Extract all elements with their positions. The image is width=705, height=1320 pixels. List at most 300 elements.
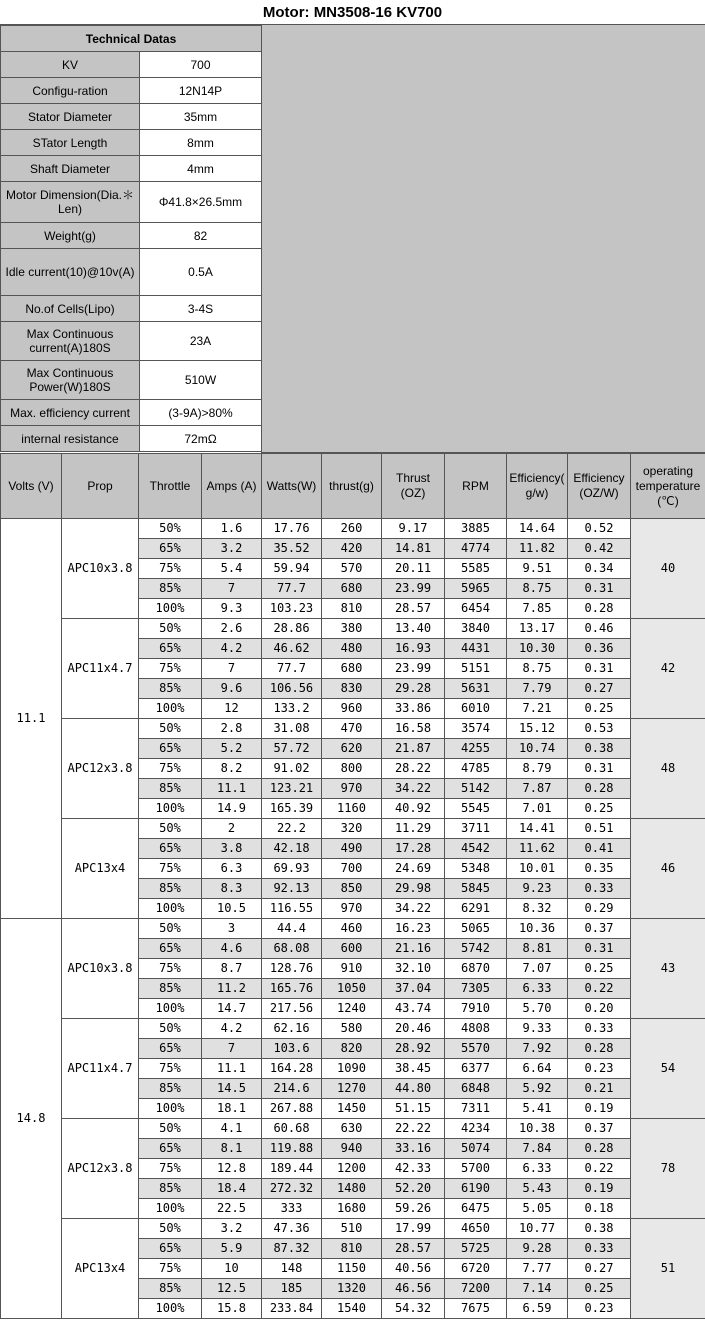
amps-cell: 14.9: [202, 799, 262, 819]
rpm-cell: 5151: [445, 659, 507, 679]
volts-cell: 14.8: [1, 919, 62, 1319]
throttle-cell: 50%: [139, 1219, 202, 1239]
temperature-cell: 78: [631, 1119, 705, 1219]
column-header-throttle: Throttle: [139, 454, 202, 519]
spec-value: Φ41.8×26.5mm: [140, 182, 262, 223]
thrust-g-cell: 1090: [322, 1059, 382, 1079]
throttle-cell: 85%: [139, 779, 202, 799]
amps-cell: 4.2: [202, 639, 262, 659]
rpm-cell: 5348: [445, 859, 507, 879]
temperature-cell: 48: [631, 719, 705, 819]
watts-cell: 103.23: [262, 599, 322, 619]
watts-cell: 46.62: [262, 639, 322, 659]
column-header-prop: Prop: [62, 454, 139, 519]
watts-cell: 47.36: [262, 1219, 322, 1239]
amps-cell: 3.2: [202, 539, 262, 559]
efficiency-gw-cell: 7.87: [507, 779, 568, 799]
throttle-cell: 100%: [139, 1299, 202, 1319]
rpm-cell: 3840: [445, 619, 507, 639]
efficiency-gw-cell: 9.23: [507, 879, 568, 899]
efficiency-gw-cell: 7.77: [507, 1259, 568, 1279]
throttle-cell: 75%: [139, 659, 202, 679]
thrust-g-cell: 700: [322, 859, 382, 879]
efficiency-gw-cell: 9.33: [507, 1019, 568, 1039]
efficiency-ozw-cell: 0.31: [568, 759, 631, 779]
column-header-watts: Watts(W): [262, 454, 322, 519]
efficiency-ozw-cell: 0.38: [568, 1219, 631, 1239]
efficiency-gw-cell: 10.01: [507, 859, 568, 879]
thrust-g-cell: 1540: [322, 1299, 382, 1319]
watts-cell: 62.16: [262, 1019, 322, 1039]
throttle-cell: 100%: [139, 1199, 202, 1219]
thrust-g-cell: 380: [322, 619, 382, 639]
amps-cell: 12.8: [202, 1159, 262, 1179]
thrust-oz-cell: 51.15: [382, 1099, 445, 1119]
efficiency-gw-cell: 9.28: [507, 1239, 568, 1259]
spec-label: Configu-ration: [1, 78, 140, 104]
spec-label: internal resistance: [1, 426, 140, 452]
efficiency-ozw-cell: 0.25: [568, 799, 631, 819]
efficiency-ozw-cell: 0.23: [568, 1299, 631, 1319]
throttle-cell: 65%: [139, 639, 202, 659]
efficiency-ozw-cell: 0.19: [568, 1179, 631, 1199]
thrust-g-cell: 810: [322, 599, 382, 619]
throttle-cell: 100%: [139, 799, 202, 819]
rpm-cell: 5965: [445, 579, 507, 599]
efficiency-ozw-cell: 0.33: [568, 879, 631, 899]
thrust-oz-cell: 16.23: [382, 919, 445, 939]
amps-cell: 5.9: [202, 1239, 262, 1259]
thrust-g-cell: 600: [322, 939, 382, 959]
watts-cell: 164.28: [262, 1059, 322, 1079]
amps-cell: 8.7: [202, 959, 262, 979]
thrust-g-cell: 1270: [322, 1079, 382, 1099]
thrust-g-cell: 510: [322, 1219, 382, 1239]
thrust-g-cell: 570: [322, 559, 382, 579]
amps-cell: 7: [202, 579, 262, 599]
rpm-cell: 5065: [445, 919, 507, 939]
amps-cell: 7: [202, 659, 262, 679]
efficiency-gw-cell: 10.38: [507, 1119, 568, 1139]
spec-value: 23A: [140, 322, 262, 361]
rpm-cell: 5725: [445, 1239, 507, 1259]
watts-cell: 133.2: [262, 699, 322, 719]
thrust-oz-cell: 20.46: [382, 1019, 445, 1039]
efficiency-ozw-cell: 0.31: [568, 579, 631, 599]
rpm-cell: 7311: [445, 1099, 507, 1119]
thrust-oz-cell: 40.56: [382, 1259, 445, 1279]
efficiency-ozw-cell: 0.28: [568, 1139, 631, 1159]
watts-cell: 103.6: [262, 1039, 322, 1059]
spec-value: 0.5A: [140, 249, 262, 296]
efficiency-gw-cell: 10.36: [507, 919, 568, 939]
rpm-cell: 4774: [445, 539, 507, 559]
spec-label: Stator Diameter: [1, 104, 140, 130]
efficiency-gw-cell: 14.41: [507, 819, 568, 839]
efficiency-gw-cell: 5.41: [507, 1099, 568, 1119]
spec-label: Max Continuous current(A)180S: [1, 322, 140, 361]
table-row: [1, 1019, 705, 1039]
table-row: [1, 719, 705, 739]
watts-cell: 116.55: [262, 899, 322, 919]
prop-cell: APC13x4: [62, 1219, 139, 1319]
volts-cell: 11.1: [1, 519, 62, 919]
thrust-g-cell: 320: [322, 819, 382, 839]
thrust-oz-cell: 34.22: [382, 779, 445, 799]
thrust-g-cell: 680: [322, 579, 382, 599]
watts-cell: 106.56: [262, 679, 322, 699]
efficiency-gw-cell: 6.33: [507, 979, 568, 999]
rpm-cell: 7910: [445, 999, 507, 1019]
prop-cell: APC10x3.8: [62, 919, 139, 1019]
efficiency-gw-cell: 11.82: [507, 539, 568, 559]
throttle-cell: 50%: [139, 719, 202, 739]
watts-cell: 119.88: [262, 1139, 322, 1159]
blank-panel: [261, 25, 705, 453]
throttle-cell: 65%: [139, 1239, 202, 1259]
thrust-g-cell: 1160: [322, 799, 382, 819]
spec-label: KV: [1, 52, 140, 78]
column-header-amps: Amps (A): [202, 454, 262, 519]
rpm-cell: 4785: [445, 759, 507, 779]
thrust-g-cell: 910: [322, 959, 382, 979]
thrust-oz-cell: 52.20: [382, 1179, 445, 1199]
throttle-cell: 65%: [139, 839, 202, 859]
thrust-oz-cell: 28.92: [382, 1039, 445, 1059]
thrust-g-cell: 620: [322, 739, 382, 759]
efficiency-gw-cell: 7.79: [507, 679, 568, 699]
efficiency-gw-cell: 5.05: [507, 1199, 568, 1219]
thrust-g-cell: 1320: [322, 1279, 382, 1299]
thrust-g-cell: 260: [322, 519, 382, 539]
efficiency-ozw-cell: 0.21: [568, 1079, 631, 1099]
efficiency-ozw-cell: 0.27: [568, 1259, 631, 1279]
watts-cell: 28.86: [262, 619, 322, 639]
efficiency-ozw-cell: 0.22: [568, 979, 631, 999]
amps-cell: 15.8: [202, 1299, 262, 1319]
table-row: [1, 1119, 705, 1139]
thrust-oz-cell: 23.99: [382, 579, 445, 599]
column-header-thrust-oz: Thrust (OZ): [382, 454, 445, 519]
rpm-cell: 6870: [445, 959, 507, 979]
efficiency-ozw-cell: 0.33: [568, 1239, 631, 1259]
efficiency-gw-cell: 7.84: [507, 1139, 568, 1159]
efficiency-ozw-cell: 0.37: [568, 919, 631, 939]
thrust-oz-cell: 46.56: [382, 1279, 445, 1299]
thrust-oz-cell: 40.92: [382, 799, 445, 819]
throttle-cell: 85%: [139, 679, 202, 699]
watts-cell: 165.76: [262, 979, 322, 999]
rpm-cell: 6475: [445, 1199, 507, 1219]
watts-cell: 185: [262, 1279, 322, 1299]
watts-cell: 128.76: [262, 959, 322, 979]
thrust-g-cell: 580: [322, 1019, 382, 1039]
rpm-cell: 3885: [445, 519, 507, 539]
thrust-oz-cell: 37.04: [382, 979, 445, 999]
rpm-cell: 6377: [445, 1059, 507, 1079]
spec-label: Max Continuous Power(W)180S: [1, 361, 140, 400]
watts-cell: 217.56: [262, 999, 322, 1019]
throttle-cell: 85%: [139, 1079, 202, 1099]
throttle-cell: 50%: [139, 919, 202, 939]
watts-cell: 87.32: [262, 1239, 322, 1259]
throttle-cell: 65%: [139, 539, 202, 559]
thrust-g-cell: 680: [322, 659, 382, 679]
thrust-g-cell: 940: [322, 1139, 382, 1159]
thrust-oz-cell: 14.81: [382, 539, 445, 559]
rpm-cell: 5631: [445, 679, 507, 699]
page-title: Motor: MN3508-16 KV700: [0, 0, 705, 25]
thrust-oz-cell: 28.57: [382, 1239, 445, 1259]
efficiency-gw-cell: 13.17: [507, 619, 568, 639]
spec-value: 3-4S: [140, 296, 262, 322]
prop-cell: APC12x3.8: [62, 1119, 139, 1219]
amps-cell: 4.2: [202, 1019, 262, 1039]
rpm-cell: 5742: [445, 939, 507, 959]
column-header-efficiency-ozw: Efficiency (OZ/W): [568, 454, 631, 519]
temperature-cell: 54: [631, 1019, 705, 1119]
prop-cell: APC13x4: [62, 819, 139, 919]
spec-value: 82: [140, 223, 262, 249]
efficiency-gw-cell: 8.32: [507, 899, 568, 919]
thrust-g-cell: 1200: [322, 1159, 382, 1179]
rpm-cell: 4255: [445, 739, 507, 759]
amps-cell: 2.8: [202, 719, 262, 739]
rpm-cell: 5570: [445, 1039, 507, 1059]
throttle-cell: 100%: [139, 699, 202, 719]
rpm-cell: 5074: [445, 1139, 507, 1159]
rpm-cell: 6291: [445, 899, 507, 919]
thrust-oz-cell: 22.22: [382, 1119, 445, 1139]
efficiency-ozw-cell: 0.36: [568, 639, 631, 659]
technical-data-table: [0, 25, 262, 452]
thrust-oz-cell: 33.16: [382, 1139, 445, 1159]
technical-data-header: Technical Datas: [1, 26, 262, 52]
watts-cell: 123.21: [262, 779, 322, 799]
throttle-cell: 75%: [139, 1259, 202, 1279]
throttle-cell: 85%: [139, 1179, 202, 1199]
rpm-cell: 5845: [445, 879, 507, 899]
efficiency-ozw-cell: 0.42: [568, 539, 631, 559]
efficiency-ozw-cell: 0.25: [568, 699, 631, 719]
throttle-cell: 75%: [139, 759, 202, 779]
rpm-cell: 6010: [445, 699, 507, 719]
amps-cell: 10.5: [202, 899, 262, 919]
efficiency-gw-cell: 10.77: [507, 1219, 568, 1239]
thrust-oz-cell: 54.32: [382, 1299, 445, 1319]
throttle-cell: 50%: [139, 819, 202, 839]
watts-cell: 42.18: [262, 839, 322, 859]
spec-label: Weight(g): [1, 223, 140, 249]
efficiency-ozw-cell: 0.23: [568, 1059, 631, 1079]
performance-table: [0, 453, 705, 1319]
watts-cell: 35.52: [262, 539, 322, 559]
efficiency-gw-cell: 8.75: [507, 659, 568, 679]
thrust-oz-cell: 29.28: [382, 679, 445, 699]
table-row: [1, 1219, 705, 1239]
efficiency-gw-cell: 7.21: [507, 699, 568, 719]
amps-cell: 18.1: [202, 1099, 262, 1119]
spec-value: 35mm: [140, 104, 262, 130]
efficiency-gw-cell: 7.14: [507, 1279, 568, 1299]
throttle-cell: 65%: [139, 1039, 202, 1059]
efficiency-ozw-cell: 0.46: [568, 619, 631, 639]
throttle-cell: 85%: [139, 579, 202, 599]
throttle-cell: 85%: [139, 879, 202, 899]
amps-cell: 11.1: [202, 1059, 262, 1079]
amps-cell: 4.1: [202, 1119, 262, 1139]
efficiency-gw-cell: 6.59: [507, 1299, 568, 1319]
spec-value: 72mΩ: [140, 426, 262, 452]
rpm-cell: 7675: [445, 1299, 507, 1319]
rpm-cell: 4808: [445, 1019, 507, 1039]
rpm-cell: 6848: [445, 1079, 507, 1099]
rpm-cell: 5585: [445, 559, 507, 579]
spec-value: 8mm: [140, 130, 262, 156]
column-header-temperature: operating temperature (℃): [631, 454, 705, 519]
rpm-cell: 3711: [445, 819, 507, 839]
watts-cell: 69.93: [262, 859, 322, 879]
thrust-oz-cell: 9.17: [382, 519, 445, 539]
amps-cell: 9.6: [202, 679, 262, 699]
prop-cell: APC11x4.7: [62, 619, 139, 719]
amps-cell: 3.2: [202, 1219, 262, 1239]
temperature-cell: 42: [631, 619, 705, 719]
throttle-cell: 50%: [139, 1019, 202, 1039]
efficiency-gw-cell: 10.30: [507, 639, 568, 659]
throttle-cell: 100%: [139, 999, 202, 1019]
table-row: [1, 819, 705, 839]
efficiency-gw-cell: 9.51: [507, 559, 568, 579]
efficiency-ozw-cell: 0.28: [568, 1039, 631, 1059]
throttle-cell: 50%: [139, 519, 202, 539]
thrust-g-cell: 810: [322, 1239, 382, 1259]
rpm-cell: 4542: [445, 839, 507, 859]
watts-cell: 165.39: [262, 799, 322, 819]
efficiency-gw-cell: 11.62: [507, 839, 568, 859]
thrust-oz-cell: 32.10: [382, 959, 445, 979]
thrust-g-cell: 1680: [322, 1199, 382, 1219]
rpm-cell: 5700: [445, 1159, 507, 1179]
thrust-g-cell: 800: [322, 759, 382, 779]
throttle-cell: 100%: [139, 1099, 202, 1119]
spec-label: STator Length: [1, 130, 140, 156]
spec-value: (3-9A)>80%: [140, 400, 262, 426]
rpm-cell: 4431: [445, 639, 507, 659]
amps-cell: 5.2: [202, 739, 262, 759]
thrust-g-cell: 1480: [322, 1179, 382, 1199]
throttle-cell: 100%: [139, 599, 202, 619]
column-header-efficiency-gw: Efficiency( g/w): [507, 454, 568, 519]
thrust-g-cell: 830: [322, 679, 382, 699]
efficiency-ozw-cell: 0.29: [568, 899, 631, 919]
amps-cell: 5.4: [202, 559, 262, 579]
thrust-g-cell: 1450: [322, 1099, 382, 1119]
amps-cell: 18.4: [202, 1179, 262, 1199]
thrust-oz-cell: 23.99: [382, 659, 445, 679]
throttle-cell: 75%: [139, 559, 202, 579]
thrust-g-cell: 470: [322, 719, 382, 739]
watts-cell: 77.7: [262, 659, 322, 679]
amps-cell: 14.7: [202, 999, 262, 1019]
efficiency-ozw-cell: 0.19: [568, 1099, 631, 1119]
thrust-oz-cell: 24.69: [382, 859, 445, 879]
rpm-cell: 6190: [445, 1179, 507, 1199]
amps-cell: 2: [202, 819, 262, 839]
watts-cell: 91.02: [262, 759, 322, 779]
watts-cell: 77.7: [262, 579, 322, 599]
thrust-oz-cell: 59.26: [382, 1199, 445, 1219]
rpm-cell: 6720: [445, 1259, 507, 1279]
throttle-cell: 75%: [139, 1159, 202, 1179]
efficiency-ozw-cell: 0.20: [568, 999, 631, 1019]
thrust-oz-cell: 17.99: [382, 1219, 445, 1239]
rpm-cell: 5545: [445, 799, 507, 819]
rpm-cell: 4650: [445, 1219, 507, 1239]
efficiency-gw-cell: 7.85: [507, 599, 568, 619]
thrust-g-cell: 490: [322, 839, 382, 859]
efficiency-ozw-cell: 0.41: [568, 839, 631, 859]
efficiency-ozw-cell: 0.33: [568, 1019, 631, 1039]
throttle-cell: 65%: [139, 1139, 202, 1159]
temperature-cell: 46: [631, 819, 705, 919]
thrust-g-cell: 1050: [322, 979, 382, 999]
thrust-g-cell: 960: [322, 699, 382, 719]
rpm-cell: 7305: [445, 979, 507, 999]
efficiency-ozw-cell: 0.18: [568, 1199, 631, 1219]
efficiency-gw-cell: 5.43: [507, 1179, 568, 1199]
thrust-oz-cell: 44.80: [382, 1079, 445, 1099]
thrust-g-cell: 820: [322, 1039, 382, 1059]
amps-cell: 10: [202, 1259, 262, 1279]
thrust-g-cell: 460: [322, 919, 382, 939]
rpm-cell: 3574: [445, 719, 507, 739]
efficiency-ozw-cell: 0.31: [568, 659, 631, 679]
efficiency-ozw-cell: 0.28: [568, 779, 631, 799]
throttle-cell: 100%: [139, 899, 202, 919]
amps-cell: 2.6: [202, 619, 262, 639]
column-header-volts: Volts (V): [1, 454, 62, 519]
watts-cell: 57.72: [262, 739, 322, 759]
throttle-cell: 75%: [139, 859, 202, 879]
thrust-oz-cell: 29.98: [382, 879, 445, 899]
efficiency-gw-cell: 6.64: [507, 1059, 568, 1079]
thrust-g-cell: 970: [322, 779, 382, 799]
table-row: [1, 619, 705, 639]
rpm-cell: 7200: [445, 1279, 507, 1299]
amps-cell: 11.2: [202, 979, 262, 999]
watts-cell: 68.08: [262, 939, 322, 959]
amps-cell: 3.8: [202, 839, 262, 859]
spec-value: 510W: [140, 361, 262, 400]
thrust-oz-cell: 17.28: [382, 839, 445, 859]
temperature-cell: 51: [631, 1219, 705, 1319]
thrust-oz-cell: 11.29: [382, 819, 445, 839]
watts-cell: 272.32: [262, 1179, 322, 1199]
efficiency-ozw-cell: 0.25: [568, 959, 631, 979]
prop-cell: APC12x3.8: [62, 719, 139, 819]
efficiency-ozw-cell: 0.31: [568, 939, 631, 959]
efficiency-ozw-cell: 0.53: [568, 719, 631, 739]
thrust-oz-cell: 21.87: [382, 739, 445, 759]
column-header-thrust-g: thrust(g): [322, 454, 382, 519]
efficiency-gw-cell: 14.64: [507, 519, 568, 539]
throttle-cell: 75%: [139, 959, 202, 979]
thrust-oz-cell: 34.22: [382, 899, 445, 919]
thrust-oz-cell: 21.16: [382, 939, 445, 959]
watts-cell: 17.76: [262, 519, 322, 539]
thrust-g-cell: 630: [322, 1119, 382, 1139]
